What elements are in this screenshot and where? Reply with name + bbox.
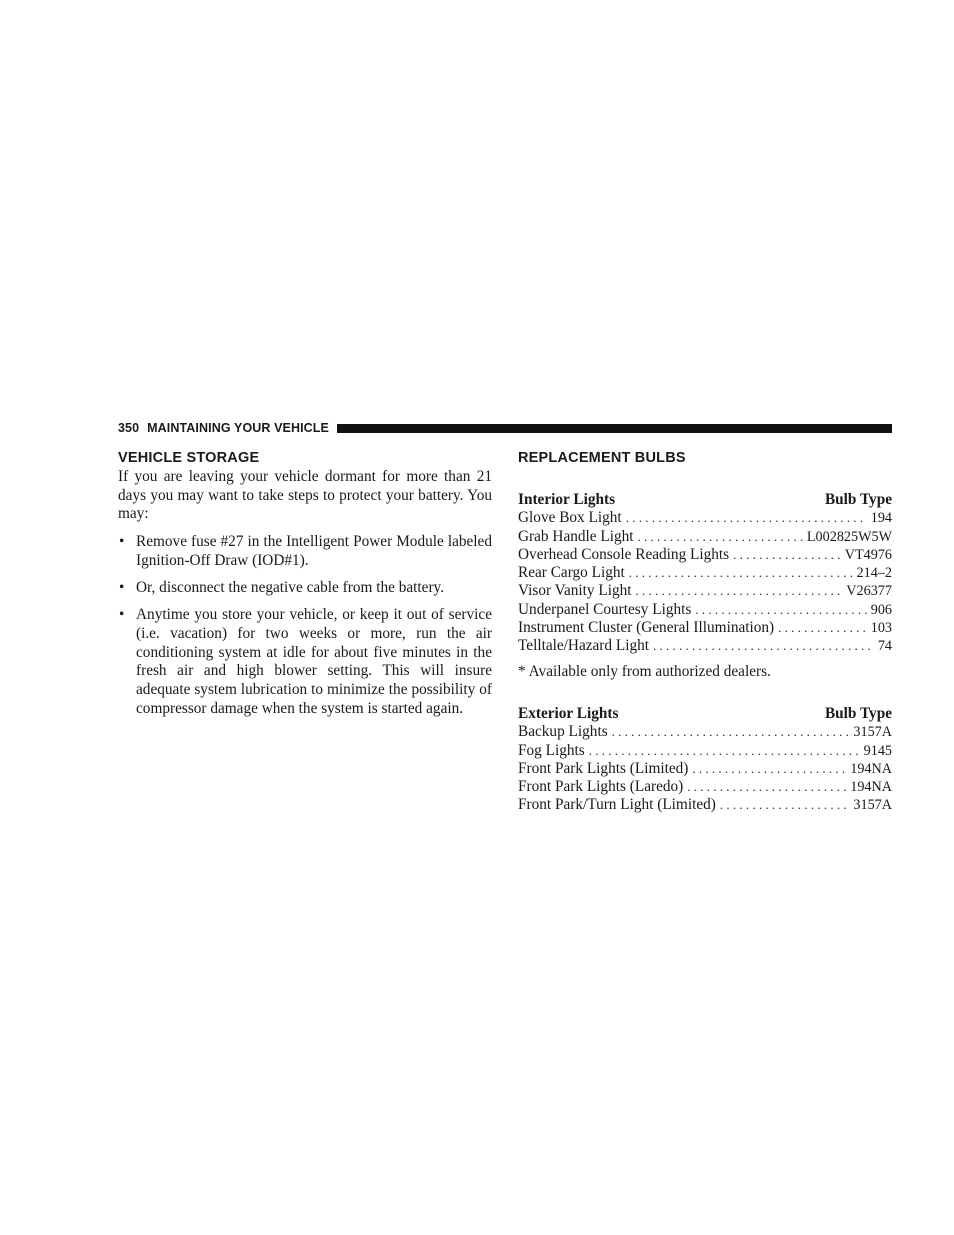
bulb-location: Front Park/Turn Light (Limited) — [518, 796, 716, 814]
table-row — [518, 637, 892, 655]
bulb-location: Rear Cargo Light — [518, 564, 625, 582]
bulb-type-value: VT4976 — [844, 546, 892, 563]
table-row — [518, 528, 892, 546]
dot-leader — [612, 723, 850, 741]
bulb-type-value: L002825W5W — [806, 528, 892, 545]
bulb-type-value: 103 — [870, 620, 892, 637]
bulb-type-label: Bulb Type — [824, 704, 892, 722]
dot-leader — [778, 619, 867, 637]
bulb-location: Visor Vanity Light — [518, 582, 632, 600]
dot-leader — [626, 509, 867, 527]
exterior-lights-table — [518, 705, 892, 815]
interior-table-header — [518, 491, 892, 509]
bulb-type-value: 214–2 — [856, 565, 892, 582]
table-row — [518, 546, 892, 564]
dot-leader — [653, 637, 874, 655]
exterior-table-header — [518, 705, 892, 723]
exterior-lights-label: Exterior Lights — [518, 704, 619, 722]
table-row — [518, 760, 892, 778]
list-item-text: Anytime you store your vehicle, or keep it out of service (i.e. vacation) for two weeks or more, run the air conditioning system at idle for about five minutes in the fresh air and high blower setting. This will insure adequate system lubrication to minimize the possibility of compressor damage when the system is started again. — [136, 606, 492, 717]
vehicle-storage-heading: VEHICLE STORAGE — [118, 450, 260, 466]
dot-leader — [589, 742, 860, 760]
table-row — [518, 509, 892, 527]
table-row — [518, 742, 892, 760]
bulb-location: Instrument Cluster (General Illumination) — [518, 619, 775, 637]
replacement-bulbs-heading: REPLACEMENT BULBS — [518, 450, 686, 466]
bulb-type-value: 194NA — [850, 779, 892, 796]
vehicle-storage-intro: If you are leaving your vehicle dormant for more than 21 days you may want to take steps to protect your battery. You may: — [118, 468, 492, 523]
bullet-icon: • — [119, 606, 125, 624]
bulb-type-value: 74 — [877, 638, 892, 655]
table-row — [518, 778, 892, 796]
page-header — [118, 420, 892, 436]
table-row — [518, 723, 892, 741]
table-row — [518, 582, 892, 600]
interior-lights-label: Interior Lights — [518, 491, 616, 508]
bulb-type-value: 3157A — [853, 724, 892, 741]
dot-leader — [692, 760, 846, 778]
bulb-type-value: 194NA — [850, 760, 892, 777]
list-item-text: Remove fuse #27 in the Intelligent Power Module labeled Ignition-Off Draw (IOD#1). — [136, 533, 492, 569]
bulb-location: Grab Handle Light — [518, 527, 634, 545]
section-title: MAINTAINING YOUR VEHICLE — [147, 421, 329, 435]
table-row — [518, 564, 892, 582]
bulb-location: Front Park Lights (Limited) — [518, 759, 689, 777]
bulb-location: Overhead Console Reading Lights — [518, 545, 730, 563]
bulb-type-value: 3157A — [853, 797, 892, 814]
dot-leader — [687, 778, 846, 796]
dot-leader — [629, 564, 853, 582]
replacement-bulbs-section — [518, 448, 892, 815]
dot-leader — [720, 796, 850, 814]
table-row — [518, 619, 892, 637]
bulb-type-value: 194 — [870, 510, 892, 527]
dot-leader — [638, 528, 803, 546]
storage-steps-list — [118, 533, 492, 718]
dot-leader — [636, 582, 843, 600]
interior-lights-table — [518, 491, 892, 656]
dealer-note: * Available only from authorized dealers. — [518, 662, 771, 680]
dot-leader — [695, 601, 866, 619]
table-row — [518, 601, 892, 619]
bulb-type-value: 906 — [870, 601, 892, 618]
bulb-location: Backup Lights — [518, 723, 608, 741]
table-row — [518, 796, 892, 814]
bulb-type-value: 9145 — [863, 742, 892, 759]
page-number: 350 — [118, 421, 140, 435]
bulb-location: Underpanel Courtesy Lights — [518, 600, 692, 618]
list-item — [118, 533, 492, 570]
header-rule — [337, 424, 892, 433]
bullet-icon: • — [119, 578, 125, 596]
list-item — [118, 579, 492, 598]
bulb-location: Telltale/Hazard Light — [518, 637, 650, 655]
bulb-type-label: Bulb Type — [824, 491, 892, 508]
vehicle-storage-section — [118, 448, 492, 718]
bulb-location: Front Park Lights (Laredo) — [518, 778, 684, 796]
bullet-icon: • — [119, 533, 125, 551]
dot-leader — [733, 546, 841, 564]
bulb-type-value: V26377 — [846, 583, 892, 600]
list-item — [118, 606, 492, 718]
bulb-location: Glove Box Light — [518, 509, 622, 527]
bulb-location: Fog Lights — [518, 741, 585, 759]
list-item-text: Or, disconnect the negative cable from the battery. — [136, 578, 445, 596]
